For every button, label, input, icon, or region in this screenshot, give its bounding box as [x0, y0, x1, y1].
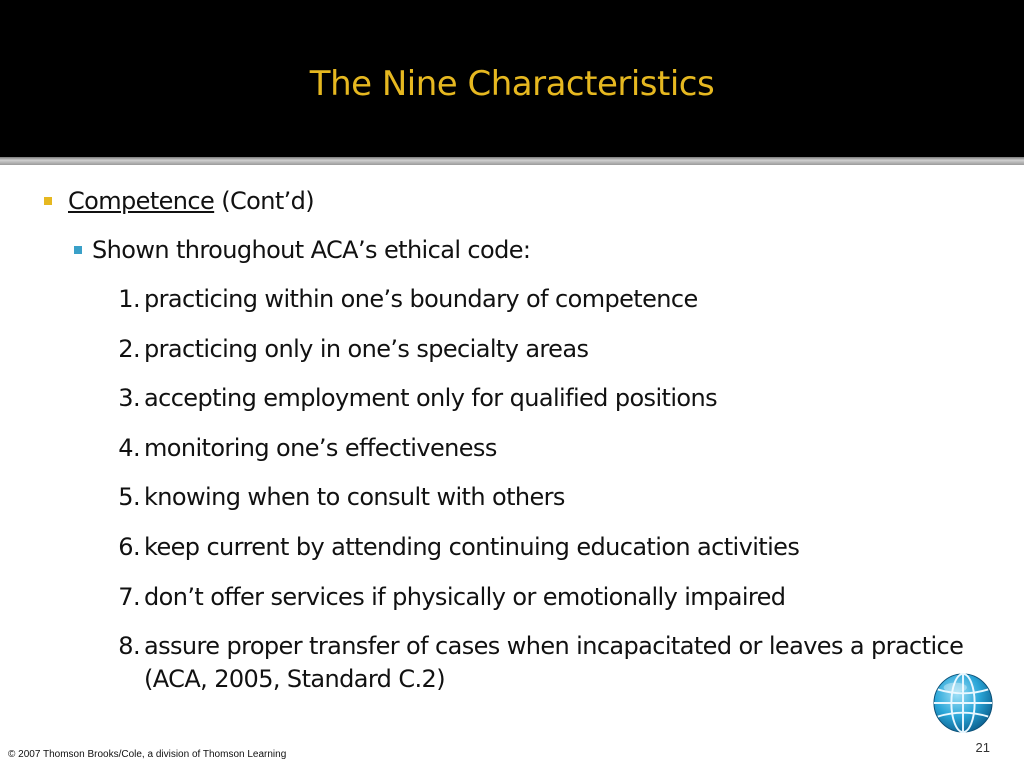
- slide-title: The Nine Characteristics: [309, 64, 715, 104]
- list-item: [106, 333, 996, 366]
- list-item: [106, 531, 996, 564]
- square-bullet-icon: [44, 197, 52, 205]
- numbered-list: [106, 283, 996, 713]
- list-item: [106, 283, 996, 316]
- list-item: [106, 432, 996, 465]
- list-text: accepting employment only for qualified positions: [144, 384, 718, 413]
- list-item: [106, 481, 996, 514]
- list-number: 8.: [118, 632, 140, 661]
- globe-icon[interactable]: [932, 672, 994, 734]
- square-bullet-icon: [74, 246, 82, 254]
- list-number: 6.: [118, 532, 140, 561]
- list-item: [106, 630, 996, 696]
- title-bar: [0, 0, 1024, 157]
- bullet-level1-rest: (Cont’d): [214, 187, 315, 215]
- list-text: assure proper transfer of cases when incapacitated or leaves a practice (ACA, 2005, Standard C.2): [144, 632, 964, 694]
- list-item: [106, 382, 996, 415]
- list-item: [106, 581, 996, 614]
- copyright-footer: © 2007 Thomson Brooks/Cole, a division of Thomson Learning: [8, 749, 287, 760]
- bullet-level2: [74, 236, 530, 264]
- list-text: knowing when to consult with others: [144, 483, 565, 512]
- list-number: 5.: [118, 483, 140, 512]
- list-number: 1.: [118, 285, 140, 313]
- list-text: monitoring one’s effectiveness: [144, 433, 497, 462]
- bullet-level1: [44, 187, 314, 215]
- list-number: 4.: [118, 433, 140, 462]
- list-number: 3.: [118, 384, 140, 413]
- title-divider: [0, 157, 1024, 165]
- competence-link-text: Competence: [68, 187, 215, 215]
- slide-content: [0, 165, 1024, 768]
- bullet-level2-text: Shown throughout ACA’s ethical code:: [92, 236, 531, 264]
- list-text: don’t offer services if physically or emotionally impaired: [144, 582, 786, 611]
- page-number: 21: [975, 740, 990, 755]
- list-number: 2.: [118, 334, 140, 363]
- list-text: practicing only in one’s specialty areas: [144, 334, 589, 363]
- list-number: 7.: [118, 582, 140, 611]
- list-text: keep current by attending continuing education activities: [144, 532, 800, 561]
- list-text: practicing within one’s boundary of competence: [144, 285, 698, 313]
